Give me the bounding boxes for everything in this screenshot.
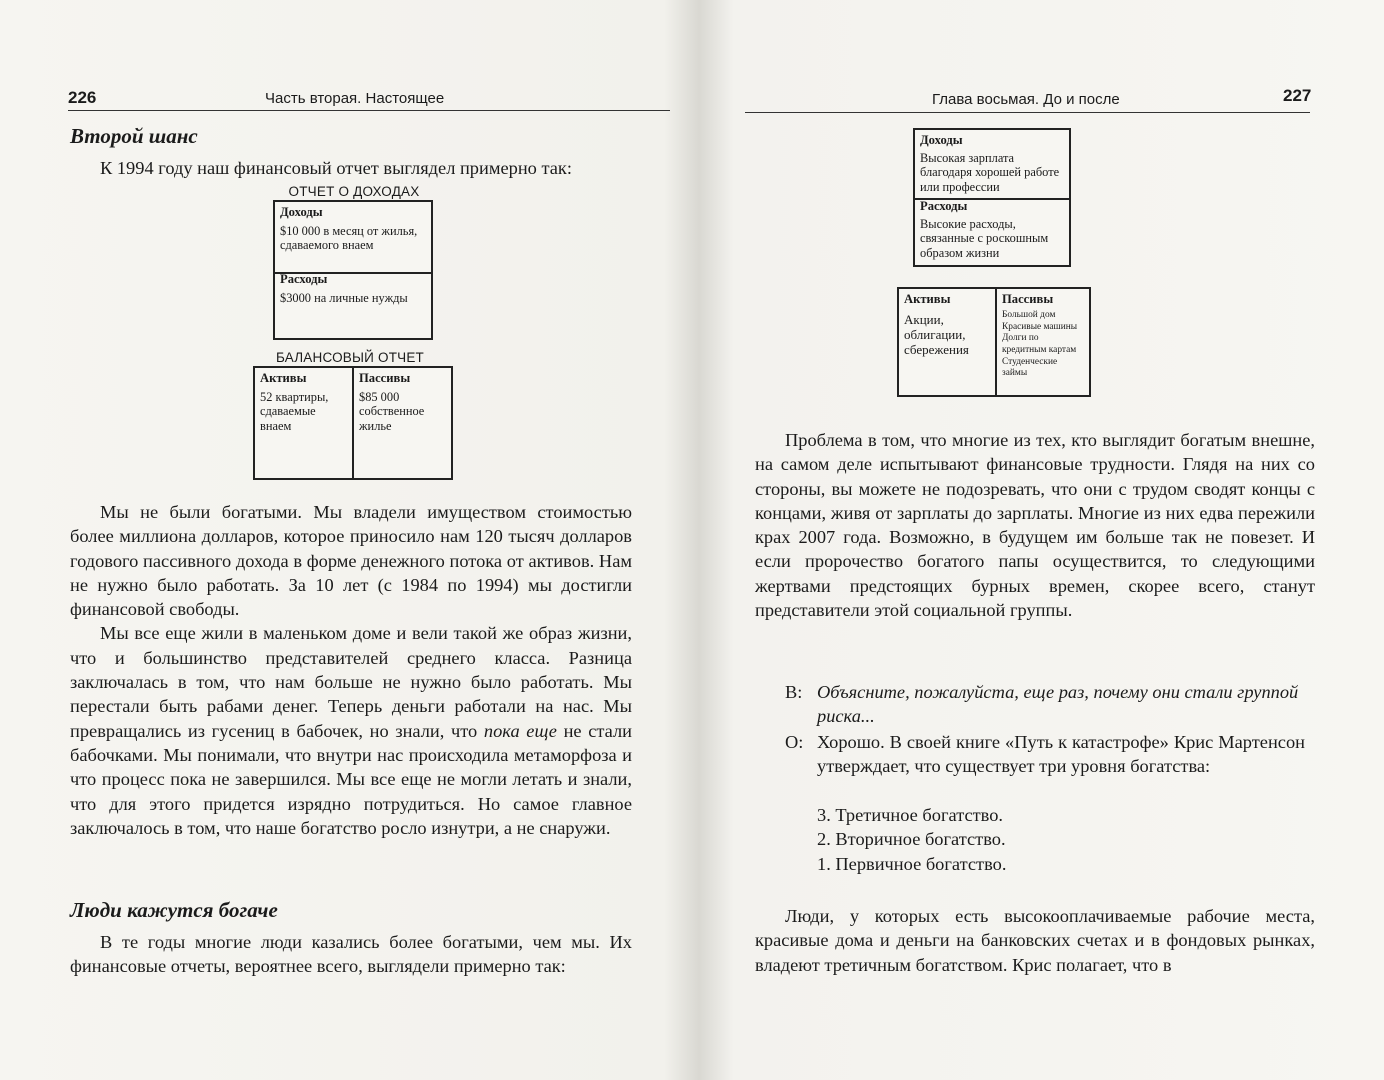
question-text: Объясните, пожалуйста, еще раз, почему они стали группой риска... bbox=[817, 682, 1299, 727]
rich-income-cell bbox=[915, 130, 1069, 200]
rich-liabilities-column bbox=[997, 289, 1089, 395]
answer-text: Хорошо. В своей книге «Путь к катастрофе» Крис Мартенсон утверждает, что существует три уровня богатства: bbox=[817, 732, 1305, 777]
expenses-cell bbox=[275, 269, 431, 308]
left-page-number: 226 bbox=[68, 88, 97, 107]
right-paragraph-1: Проблема в том, что многие из тех, кто выглядит богатым внешне, на самом деле испытывают финансовые трудности. Глядя на них со стороны, вы можете не подозревать, что они с трудом сводят концы с концами, живя от зарплаты до зарплаты. Многие из них едва пережили крах 2007 года. Возможно, в будущем им больше так не повезет. И если пророчество богатого папы осуществится, то следующими жертвами предстоящих бурных времен, скорее всего, станут представители этой социальной группы. bbox=[755, 430, 1315, 621]
question-label: В: bbox=[785, 682, 803, 702]
liabilities-column bbox=[354, 368, 451, 478]
section-title-second-chance: Второй шанс bbox=[70, 124, 198, 148]
list-item: 3. Третичное богатство. bbox=[817, 805, 1004, 825]
income-statement-box bbox=[273, 200, 433, 340]
rich-balance-sheet-box bbox=[897, 287, 1091, 397]
right-page bbox=[745, 0, 1325, 1080]
answer-block bbox=[785, 730, 1305, 806]
left-body-text bbox=[70, 500, 632, 840]
liabilities-title: Пассивы bbox=[359, 371, 411, 385]
question-block bbox=[785, 680, 1305, 730]
rich-income-statement-box bbox=[913, 128, 1071, 267]
paragraph-3-block bbox=[70, 930, 632, 979]
rich-liability-item: Студенческие займы bbox=[1002, 356, 1058, 379]
left-header-rule bbox=[68, 110, 670, 111]
balance-sheet-box bbox=[253, 366, 453, 480]
rich-liability-item: Большой дом bbox=[1002, 310, 1056, 321]
left-running-header bbox=[60, 86, 650, 112]
list-item: 1. Первичное богатство. bbox=[817, 853, 1007, 874]
rich-liabilities-title: Пассивы bbox=[1002, 292, 1054, 306]
liabilities-text: $85 000 собственное жилье bbox=[359, 390, 425, 433]
left-header-title: Часть вторая. Настоящее bbox=[265, 90, 445, 107]
rich-expenses-title: Расходы bbox=[920, 199, 968, 213]
paragraph-2-italic: пока еще bbox=[483, 720, 557, 741]
assets-column bbox=[255, 368, 354, 478]
balance-sheet-caption: БАЛАНСОВЫЙ ОТЧЕТ bbox=[275, 350, 425, 365]
right-paragraph-2-block bbox=[755, 904, 1315, 977]
section-title-people-seem-richer: Люди кажутся богаче bbox=[70, 898, 278, 922]
assets-text: 52 квартиры, сдаваемые внаем bbox=[260, 390, 329, 433]
intro-text: К 1994 году наш финансовый отчет выглядел примерно так: bbox=[100, 158, 572, 178]
rich-assets-column bbox=[899, 289, 997, 395]
list-item: 2. Вторичное богатство. bbox=[817, 829, 1006, 850]
rich-liability-item: Красивые машины bbox=[1002, 321, 1078, 332]
paragraph-2 bbox=[70, 621, 632, 840]
income-cell bbox=[275, 202, 431, 274]
paragraph-2-part-2: не стали бабочками. Мы понимали, что внутри нас происходила метаморфоза и что процесс пока не завершился. Мы все еще не могли летать и знали, что для этого придется изрядно потрудиться. Но самое главное заключалось в том, что наше богатство росло изнутри, а не снаружи. bbox=[70, 720, 633, 838]
answer-label: О: bbox=[785, 732, 804, 752]
rich-income-title: Доходы bbox=[920, 133, 963, 147]
right-header-title: Глава восьмая. До и после bbox=[932, 91, 1120, 108]
rich-income-text: Высокая зарплата благодаря хорошей работе или профессии bbox=[920, 151, 1060, 194]
rich-assets-title: Активы bbox=[904, 292, 951, 306]
wealth-levels-list bbox=[817, 803, 1217, 876]
assets-title: Активы bbox=[260, 371, 307, 385]
rich-assets-text: Акции, облигации, сбережения bbox=[904, 312, 969, 358]
expenses-title: Расходы bbox=[280, 272, 328, 286]
right-paragraph-1-block bbox=[755, 428, 1315, 622]
income-title: Доходы bbox=[280, 205, 323, 219]
right-header-rule bbox=[745, 112, 1310, 113]
intro-paragraph bbox=[70, 156, 632, 180]
rich-expenses-text: Высокие расходы, связанные с роскошным образом жизни bbox=[920, 217, 1049, 260]
income-statement-caption: ОТЧЕТ О ДОХОДАХ bbox=[288, 184, 420, 199]
right-running-header bbox=[745, 86, 1325, 112]
paragraph-2-part-1: Мы все еще жили в маленьком доме и вели такой же образ жизни, что и большинство представителей среднего класса. Разница заключалась в том, что нам больше не нужно было работать. Мы перестали быть рабами денег. Теперь деньги работали на нас. Мы превращались из гусениц в бабочек, но знали, что bbox=[70, 623, 632, 741]
paragraph-3: В те годы многие люди казались более богатыми, чем мы. Их финансовые отчеты, вероятнее всего, выглядели примерно так: bbox=[70, 932, 632, 977]
right-page-number: 227 bbox=[1283, 86, 1312, 105]
paragraph-1: Мы не были богатыми. Мы владели имуществом стоимостью более миллиона долларов, которое приносило нам 120 тысяч долларов годового пассивного дохода в форме денежного потока от активов. Нам не нужно было работать. За 10 лет (с 1984 по 1994) мы достигли финансовой свободы. bbox=[70, 502, 632, 620]
left-page bbox=[60, 0, 650, 1080]
right-paragraph-2: Люди, у которых есть высокооплачиваемые рабочие места, красивые дома и деньги на банковских счетах и в фондовых рынках, владеют третичным богатством. Крис полагает, что в bbox=[755, 906, 1315, 975]
expenses-text: $3000 на личные нужды bbox=[280, 291, 408, 306]
rich-expenses-cell bbox=[915, 196, 1069, 263]
income-text: $10 000 в месяц от жилья, сдаваемого внаем bbox=[280, 224, 418, 253]
rich-liability-item: Долги по кредитным картам bbox=[1002, 333, 1077, 355]
